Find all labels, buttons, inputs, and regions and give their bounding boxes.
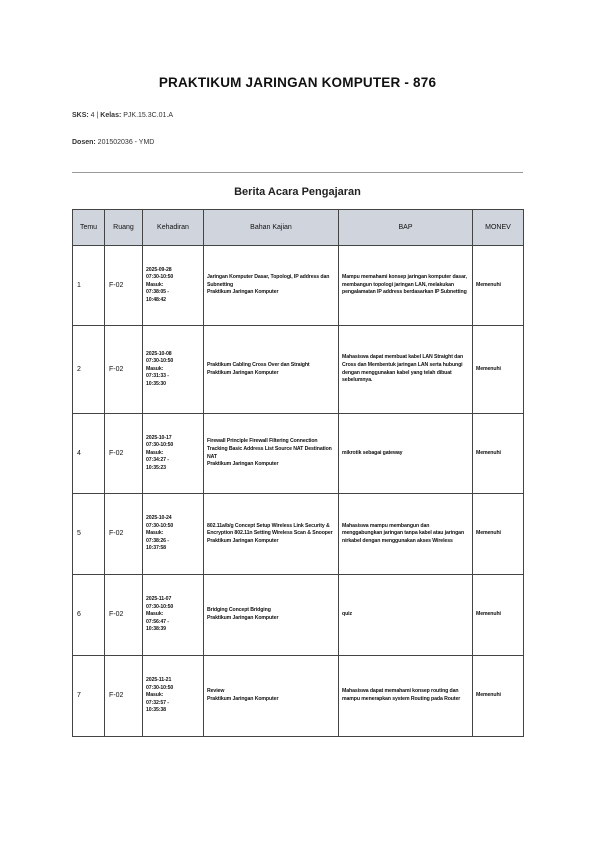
kelas-value: PJK.15.3C.01.A bbox=[121, 112, 174, 119]
kehadiran-line: 07:30-10:50 bbox=[146, 442, 174, 449]
bahan-kajian-line: Praktikum Cabling Cross Over dan Straight bbox=[207, 361, 310, 368]
kehadiran-line: 2025-11-21 bbox=[146, 677, 172, 684]
kehadiran-line: 07:30-10:50 bbox=[146, 358, 174, 365]
bap-cell: Mahasiswa dapat memahami konsep routing dan mampu menerapkan system Routing pada Router bbox=[339, 656, 473, 737]
temu-cell: 4 bbox=[73, 414, 105, 494]
kehadiran-line: 10:35:30 bbox=[146, 380, 166, 387]
bahan-kajian-line: Praktikum Jaringan Komputer bbox=[207, 615, 279, 621]
sks-value: 4 | bbox=[88, 112, 101, 119]
kehadiran-line: 10:38:39 bbox=[146, 626, 166, 633]
bahan-kajian-line: Jaringan Komputer Dasar, Topologi, IP address dan Subnetting bbox=[207, 274, 330, 288]
table-row bbox=[73, 414, 524, 494]
table-row bbox=[73, 575, 524, 656]
ruang-cell: F-02 bbox=[105, 656, 143, 737]
kelas-label: Kelas: bbox=[100, 112, 122, 119]
kehadiran-line: 07:56:47 - bbox=[146, 618, 169, 625]
kehadiran-line: 07:31:33 - bbox=[146, 373, 169, 380]
bahan-kajian-line: Firewall Principle Firewall Filtering Connection Tracking Basic Address List Source NAT Destination NAT bbox=[207, 438, 332, 460]
monev-cell: Memenuhi bbox=[473, 656, 524, 737]
bahan-kajian-cell bbox=[204, 494, 339, 575]
monev-cell: Memenuhi bbox=[473, 246, 524, 326]
course-info bbox=[72, 112, 173, 119]
kehadiran-line: 07:32:57 - bbox=[146, 699, 169, 706]
bahan-kajian-cell bbox=[204, 575, 339, 656]
kehadiran-line: 07:30-10:50 bbox=[146, 603, 174, 610]
monev-cell: Memenuhi bbox=[473, 414, 524, 494]
header-bap: BAP bbox=[339, 210, 473, 246]
temu-cell: 1 bbox=[73, 246, 105, 326]
kehadiran-cell bbox=[143, 656, 204, 737]
bahan-kajian-cell bbox=[204, 246, 339, 326]
kehadiran-line: 07:30-10:50 bbox=[146, 274, 174, 281]
sks-label: SKS: bbox=[72, 112, 89, 119]
kehadiran-line: 10:48:42 bbox=[146, 296, 166, 303]
temu-cell: 5 bbox=[73, 494, 105, 575]
header-monev: MONEV bbox=[473, 210, 524, 246]
bahan-kajian-line: Praktikum Jaringan Komputer bbox=[207, 537, 279, 544]
kehadiran-line: 10:35:23 bbox=[146, 464, 166, 471]
table-row bbox=[73, 246, 524, 326]
monev-cell: Memenuhi bbox=[473, 326, 524, 414]
bahan-kajian-cell bbox=[204, 656, 339, 737]
temu-cell: 6 bbox=[73, 575, 105, 656]
section-title: Berita Acara Pengajaran bbox=[234, 186, 361, 198]
bahan-kajian-line: Praktikum Jaringan Komputer bbox=[207, 461, 279, 468]
kehadiran-line: 2025-10-17 bbox=[146, 434, 172, 441]
kehadiran-line: Masuk: bbox=[146, 281, 164, 288]
bahan-kajian-line: Review bbox=[207, 688, 225, 695]
kehadiran-line: 2025-09-28 bbox=[146, 266, 172, 273]
kehadiran-line: Masuk: bbox=[146, 449, 164, 456]
kehadiran-line: 2025-10-24 bbox=[146, 515, 172, 522]
temu-cell: 2 bbox=[73, 326, 105, 414]
dosen-label: Dosen: bbox=[72, 139, 96, 146]
bap-cell: quiz bbox=[339, 575, 473, 656]
header-ruang: Ruang bbox=[105, 210, 143, 246]
ruang-cell: F-02 bbox=[105, 575, 143, 656]
bahan-kajian-line: Praktikum Jaringan Komputer bbox=[207, 289, 279, 296]
ruang-cell: F-02 bbox=[105, 494, 143, 575]
kehadiran-line: Masuk: bbox=[146, 365, 164, 372]
divider bbox=[72, 172, 523, 173]
monev-cell: Memenuhi bbox=[473, 575, 524, 656]
kehadiran-line: 07:38:05 - bbox=[146, 289, 169, 296]
temu-cell: 7 bbox=[73, 656, 105, 737]
bahan-kajian-line: Praktikum Jaringan Komputer bbox=[207, 696, 279, 702]
kehadiran-line: Masuk: bbox=[146, 692, 164, 699]
kehadiran-line: 10:35:38 bbox=[146, 707, 166, 714]
header-temu: Temu bbox=[73, 210, 105, 246]
bahan-kajian-line: 802.11a/b/g Concept Setup Wireless Link Security & Encryption 802.11n Setting Wireless Scan & Snooper bbox=[207, 522, 333, 537]
monev-cell: Memenuhi bbox=[473, 494, 524, 575]
bahan-kajian-cell bbox=[204, 414, 339, 494]
kehadiran-cell bbox=[143, 326, 204, 414]
kehadiran-line: Masuk: bbox=[146, 611, 164, 618]
kehadiran-line: 07:38:26 - bbox=[146, 537, 169, 544]
bap-cell: Mahasiswa dapat membuat kabel LAN Straight dan Cross dan Membentuk jaringan LAN serta hubungi dengan menggunakan kabel yang telah dibuat sebelumnya. bbox=[339, 326, 473, 414]
kehadiran-line: 2025-10-08 bbox=[146, 350, 172, 357]
ruang-cell: F-02 bbox=[105, 414, 143, 494]
kehadiran-cell bbox=[143, 575, 204, 656]
bap-cell: Mahasiswa mampu membangun dan menggabungkan jaringan tanpa kabel atau jaringan nirkabel dengan menggunakan akses Wireless bbox=[339, 494, 473, 575]
kehadiran-line: 07:30-10:50 bbox=[146, 684, 174, 691]
table-row bbox=[73, 494, 524, 575]
kehadiran-cell bbox=[143, 414, 204, 494]
bahan-kajian-line: Bridging Concept Bridging bbox=[207, 607, 271, 614]
bahan-kajian-cell bbox=[204, 326, 339, 414]
dosen-value: 201502036 - YMD bbox=[95, 139, 155, 146]
teaching-log-table bbox=[72, 209, 524, 737]
header-bahan-kajian: Bahan Kajian bbox=[204, 210, 339, 246]
bap-cell: Mampu memahami konsep jaringan komputer dasar, membangun topologi jaringan LAN, melakukan pengalamatan IP address berdasarkan IP Subnetting bbox=[339, 246, 473, 326]
kehadiran-line: 2025-11-07 bbox=[146, 596, 172, 603]
header-kehadiran: Kehadiran bbox=[143, 210, 204, 246]
lecturer-info bbox=[72, 139, 154, 146]
kehadiran-line: 10:37:58 bbox=[146, 545, 166, 552]
kehadiran-line: 07:34:27 - bbox=[146, 457, 169, 464]
page-title: PRAKTIKUM JARINGAN KOMPUTER - 876 bbox=[158, 75, 437, 90]
ruang-cell: F-02 bbox=[105, 246, 143, 326]
table-row bbox=[73, 326, 524, 414]
table-header-row bbox=[73, 210, 524, 246]
kehadiran-cell bbox=[143, 494, 204, 575]
bahan-kajian-line: Praktikum Jaringan Komputer bbox=[207, 369, 279, 376]
table-row bbox=[73, 656, 524, 737]
ruang-cell: F-02 bbox=[105, 326, 143, 414]
kehadiran-cell bbox=[143, 246, 204, 326]
bap-cell: mikrotik sebagai gateway bbox=[339, 414, 473, 494]
kehadiran-line: Masuk: bbox=[146, 530, 164, 537]
kehadiran-line: 07:30-10:50 bbox=[146, 522, 174, 529]
